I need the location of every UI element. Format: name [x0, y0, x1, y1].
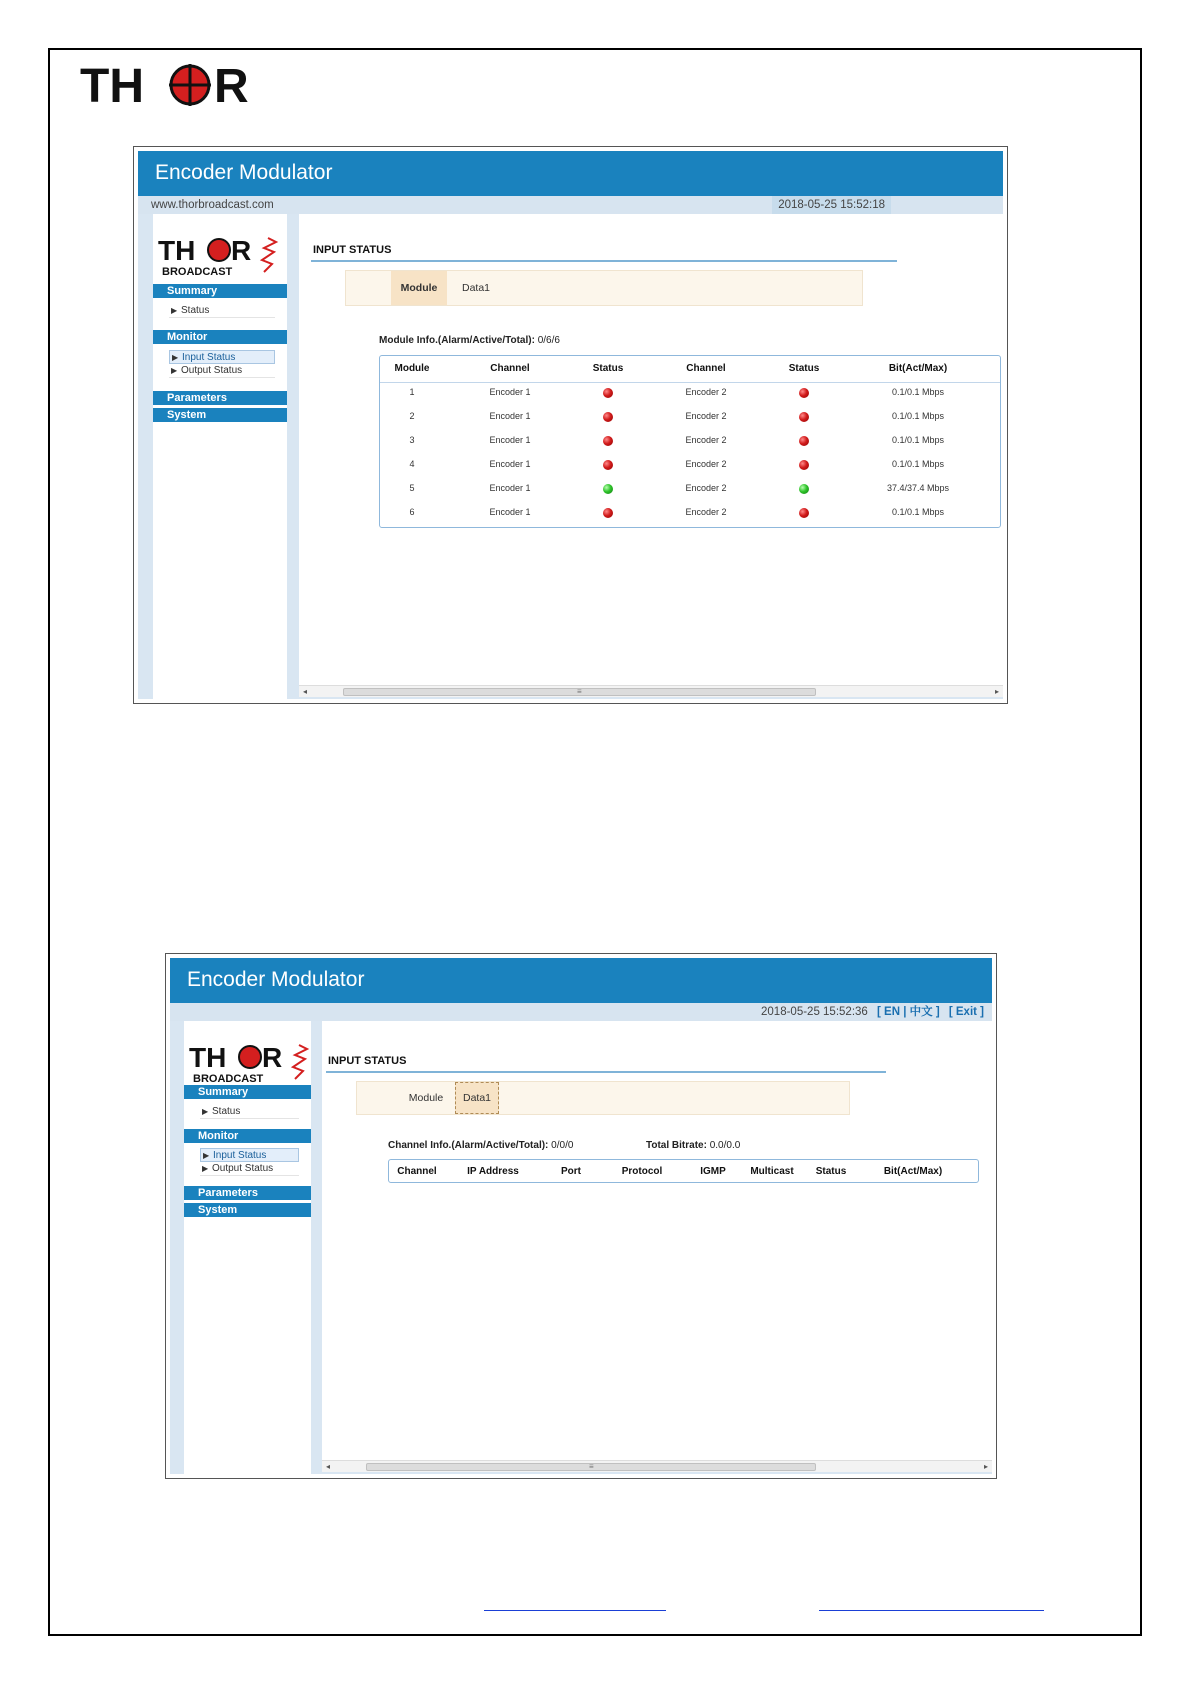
column-header: Bit(Act/Max) — [888, 363, 948, 374]
timestamp: 2018-05-25 15:52:18 — [772, 196, 891, 214]
column-header: Status — [592, 363, 624, 374]
status-alarm-icon — [799, 436, 809, 446]
column-header: Protocol — [621, 1166, 663, 1177]
nav-summary[interactable]: Summary — [153, 284, 287, 298]
table-cell: 6 — [409, 507, 415, 517]
total-bitrate-value: 0.0/0.0 — [709, 1140, 741, 1151]
footer-link-underline[interactable] — [484, 1610, 666, 1611]
tab-bar — [356, 1081, 850, 1115]
tab-data1[interactable]: Data1 — [455, 1082, 499, 1114]
scroll-left-icon[interactable]: ◂ — [303, 687, 308, 696]
table-cell: 4 — [409, 459, 415, 469]
screenshot-data1-tab — [165, 953, 997, 1479]
table-cell: Encoder 2 — [685, 411, 727, 421]
svg-text:TH: TH — [158, 235, 196, 266]
column-header: IGMP — [700, 1166, 726, 1177]
status-alarm-icon — [603, 460, 613, 470]
status-alarm-icon — [799, 508, 809, 518]
nav-item-output-status[interactable] — [169, 364, 275, 378]
app-title: Encoder Modulator — [155, 161, 333, 184]
svg-text:R: R — [262, 1042, 283, 1073]
scroll-left-icon[interactable]: ◂ — [326, 1462, 331, 1471]
broadcast-wordmark: BROADCAST — [162, 266, 233, 278]
table-cell: 3 — [409, 435, 415, 445]
tab-bar — [345, 270, 863, 306]
info-bar — [170, 1003, 992, 1021]
module-info-value: 0/6/6 — [537, 335, 560, 346]
status-alarm-icon — [799, 460, 809, 470]
scroll-right-icon[interactable]: ▸ — [994, 687, 999, 696]
app-title: Encoder Modulator — [187, 968, 365, 991]
thor-broadcast-logo-graphic — [187, 1039, 319, 1087]
column-header: Channel — [686, 363, 726, 374]
module-info-label: Module Info.(Alarm/Active/Total): — [379, 335, 535, 346]
table-cell: 2 — [409, 411, 415, 421]
column-header: Status — [788, 363, 820, 374]
table-cell: 37.4/37.4 Mbps — [886, 483, 950, 493]
module-info — [379, 335, 560, 346]
section-underline — [311, 260, 897, 262]
status-alarm-icon — [603, 436, 613, 446]
nav-system[interactable]: System — [153, 408, 287, 422]
column-header: Port — [561, 1166, 581, 1177]
table-cell: 0.1/0.1 Mbps — [891, 411, 945, 421]
svg-text:R: R — [214, 60, 249, 110]
app-header — [170, 958, 992, 1003]
app-header — [138, 151, 1003, 196]
column-header: Channel — [490, 363, 530, 374]
channel-info-value: 0/0/0 — [551, 1140, 574, 1151]
footer-link-underline[interactable] — [819, 1610, 1044, 1611]
table-cell: 5 — [409, 483, 415, 493]
column-header: Channel — [397, 1166, 437, 1177]
svg-text:TH: TH — [189, 1042, 227, 1073]
column-header: Bit(Act/Max) — [883, 1166, 943, 1177]
table-cell: 0.1/0.1 Mbps — [891, 387, 945, 397]
triangle-right-icon: ▶ — [203, 1151, 210, 1160]
column-header: Module — [394, 363, 430, 374]
table-cell: Encoder 1 — [489, 459, 531, 469]
triangle-right-icon: ▶ — [171, 306, 178, 315]
triangle-right-icon: ▶ — [202, 1164, 209, 1173]
table-cell: Encoder 1 — [489, 483, 531, 493]
triangle-right-icon: ▶ — [172, 353, 179, 362]
status-alarm-icon — [603, 388, 613, 398]
table-cell: 1 — [409, 387, 415, 397]
table-cell: Encoder 2 — [685, 483, 727, 493]
table-cell: Encoder 1 — [489, 411, 531, 421]
grip-icon: ≡ — [589, 1462, 594, 1471]
nav-summary[interactable]: Summary — [184, 1085, 311, 1099]
scroll-right-icon[interactable]: ▸ — [983, 1462, 988, 1471]
table-cell: Encoder 2 — [685, 387, 727, 397]
thor-broadcast-logo — [156, 232, 288, 280]
channel-info — [388, 1140, 573, 1151]
table-cell: Encoder 1 — [489, 387, 531, 397]
app-window — [138, 151, 1003, 699]
status-ok-icon — [799, 484, 809, 494]
status-alarm-icon — [799, 412, 809, 422]
svg-text:R: R — [231, 235, 252, 266]
table-cell: 0.1/0.1 Mbps — [891, 459, 945, 469]
table-cell: Encoder 2 — [685, 507, 727, 517]
nav-item-input-status-label: Input Status — [213, 1150, 267, 1161]
nav-parameters[interactable]: Parameters — [153, 391, 287, 405]
table-cell: 0.1/0.1 Mbps — [891, 435, 945, 445]
status-alarm-icon — [799, 388, 809, 398]
status-alarm-icon — [603, 508, 613, 518]
sidebar — [184, 1021, 311, 1474]
total-bitrate — [646, 1140, 740, 1151]
screenshot-module-tab — [133, 146, 1008, 704]
nav-system[interactable]: System — [184, 1203, 311, 1217]
module-status-table — [379, 355, 1001, 528]
table-cell: Encoder 1 — [489, 435, 531, 445]
main-content — [299, 214, 1003, 685]
nav-item-status[interactable] — [169, 304, 275, 318]
section-title: INPUT STATUS — [313, 244, 392, 256]
scrollbar-thumb[interactable] — [366, 1463, 816, 1471]
nav-item-input-status[interactable] — [200, 1148, 299, 1162]
triangle-right-icon: ▶ — [171, 366, 178, 375]
table-cell: Encoder 1 — [489, 507, 531, 517]
nav-monitor[interactable]: Monitor — [153, 330, 287, 344]
total-bitrate-label: Total Bitrate: — [646, 1140, 707, 1151]
thor-broadcast-logo-graphic — [156, 232, 288, 280]
channel-status-table — [388, 1159, 979, 1183]
nav-parameters[interactable]: Parameters — [184, 1186, 311, 1200]
nav-item-output-status-label: Output Status — [212, 1163, 274, 1174]
section-underline — [326, 1071, 886, 1073]
nav-item-status-label: Status — [212, 1106, 241, 1117]
status-ok-icon — [603, 484, 613, 494]
grip-icon: ≡ — [577, 687, 582, 696]
scrollbar-thumb[interactable] — [343, 688, 816, 696]
header-divider — [380, 382, 1000, 383]
site-url: www.thorbroadcast.com — [151, 199, 274, 211]
tab-module[interactable]: Module — [408, 1091, 444, 1104]
nav-monitor[interactable]: Monitor — [184, 1129, 311, 1143]
broadcast-wordmark: BROADCAST — [193, 1073, 264, 1085]
table-cell: 0.1/0.1 Mbps — [891, 507, 945, 517]
nav-item-output-status-label: Output Status — [181, 365, 243, 376]
triangle-right-icon: ▶ — [202, 1107, 209, 1116]
table-cell: Encoder 2 — [685, 435, 727, 445]
section-title: INPUT STATUS — [328, 1055, 407, 1067]
nav-item-output-status[interactable] — [200, 1162, 299, 1176]
nav-item-status[interactable] — [200, 1105, 299, 1119]
column-header: Status — [815, 1166, 847, 1177]
nav-item-input-status-label: Input Status — [182, 352, 236, 363]
horizontal-scrollbar[interactable] — [299, 685, 1003, 697]
channel-info-label: Channel Info.(Alarm/Active/Total): — [388, 1140, 549, 1151]
language-switch[interactable]: [ EN | 中文 ] — [877, 1006, 940, 1018]
horizontal-scrollbar[interactable] — [322, 1460, 992, 1472]
status-alarm-icon — [603, 412, 613, 422]
nav-item-status-label: Status — [181, 305, 210, 316]
main-content — [322, 1021, 992, 1460]
sidebar — [153, 214, 287, 699]
column-header: IP Address — [467, 1166, 519, 1177]
exit-link[interactable]: [ Exit ] — [948, 1006, 984, 1018]
app-window — [170, 958, 992, 1474]
timestamp: 2018-05-25 15:52:36 — [761, 1006, 868, 1018]
thor-broadcast-logo — [187, 1039, 319, 1087]
header-right — [761, 1003, 984, 1021]
tab-data1[interactable]: Data1 — [461, 281, 491, 294]
tab-module[interactable]: Module — [391, 271, 447, 305]
table-cell: Encoder 2 — [685, 459, 727, 469]
svg-text:TH: TH — [80, 60, 144, 110]
thor-logo-graphic — [80, 58, 266, 110]
thor-document-logo — [80, 58, 266, 110]
nav-item-input-status[interactable] — [169, 350, 275, 364]
info-bar — [138, 196, 1003, 214]
column-header: Multicast — [750, 1166, 794, 1177]
